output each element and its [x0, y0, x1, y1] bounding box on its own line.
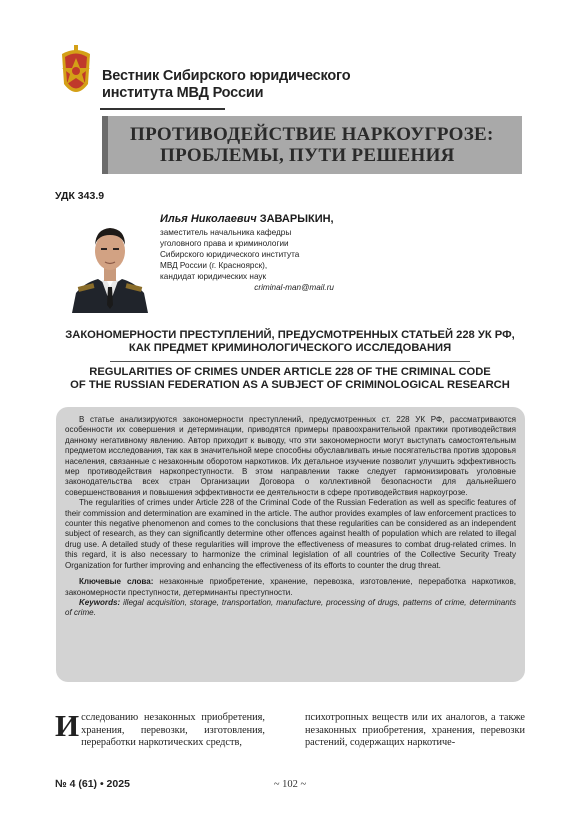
author-info-line: МВД России (г. Красноярск),	[160, 261, 268, 270]
author-info-line: уголовного права и криминологии	[160, 239, 289, 248]
author-surname: ЗАВАРЫКИН,	[259, 213, 334, 225]
author-info-line: кандидат юридических наук	[160, 272, 267, 281]
abstract-ru: В статье анализируются закономерности преступлений, предусмотренных ст. 228 УК РФ, рассматриваются особенности их совершения и детерминации, приводятся примеры правоохранительной практики противодействия данному негативному явлению. Автор приходит к выводу, что эти закономерности могут выступать самостоятельным предметом исследования, так как в значительной мере способны обуславливать иные посягательства против здоровья населения, связанные с незаконным оборотом наркотиков. Их детальное изучение позволит улучшить эффективность мер противодействия наркопреступности. В этом направлении также следует гармонизировать уголовные законодательства всех стран Организации Договора о коллективной безопасности для дальнейшего совершенствования и повышения эффективности ее деятельности в сфере противодействия наркоугрозе.	[65, 415, 516, 497]
keywords-ru-label: Ключевые слова:	[79, 577, 154, 587]
author-block	[160, 212, 380, 292]
keywords-en-label: Keywords:	[79, 597, 121, 607]
body-column-right: психотропных веществ или их аналогов, а также незаконных приобретения, хранения, перевозки растений, содержащих наркотиче-	[305, 712, 525, 749]
rubric-line1: ПРОТИВОДЕЙСТВИЕ НАРКОУГРОЗЕ:	[130, 124, 494, 145]
author-given-names: Илья Николаевич	[160, 213, 257, 225]
title-en-line2: OF THE RUSSIAN FEDERATION AS A SUBJECT OF CRIMINOLOGICAL RESEARCH	[70, 379, 510, 391]
author-photo	[70, 213, 150, 313]
title-en-line1: REGULARITIES OF CRIMES UNDER ARTICLE 228 OF THE CRIMINAL CODE	[89, 366, 491, 378]
journal-title-line1: Вестник Сибирского юридического	[102, 68, 351, 84]
journal-masthead	[58, 44, 350, 110]
title-divider	[110, 361, 470, 362]
article-title-en	[40, 366, 540, 392]
rubric-accent-bar	[102, 116, 108, 174]
keywords-en-text: illegal acquisition, storage, transportation, manufacture, processing of drugs, patterns of crime, determinants of crime.	[65, 597, 516, 618]
keywords-ru-text: незаконные приобретение, хранение, перевозка, изготовление, переработка наркотиков, закономерности преступности, детерминанты преступности.	[65, 577, 516, 597]
page-number: ~ 102 ~	[273, 779, 307, 790]
body-left-text: сследованию незаконных приобретения, хранения, перевозки, изготовления, переработки наркотических средств,	[81, 712, 265, 749]
rubric-line2: ПРОБЛЕМЫ, ПУТИ РЕШЕНИЯ	[160, 145, 455, 166]
masthead-underline	[100, 108, 225, 110]
author-info-line: Сибирского юридического института	[160, 250, 300, 259]
author-affiliation	[160, 227, 380, 282]
keywords-ru	[65, 577, 516, 598]
author-info-line: заместитель начальника кафедры	[160, 228, 292, 237]
title-ru-line1: ЗАКОНОМЕРНОСТИ ПРЕСТУПЛЕНИЙ, ПРЕДУСМОТРЕННЫХ СТАТЬЕЙ 228 УК РФ,	[65, 329, 515, 341]
abstract-en: The regularities of crimes under Article 228 of the Criminal Code of the Russian Federation as well as specific features of their commission and determination are examined in the article. The author provides examples of law enforcement practices to counter this negative phenomenon and comes to the conclusions that these regularities can be considered as an independent subject of research, as they can significantly determine other offences against health of population which are related to illegal drug use. A detailed study of these regularities will improve the effectiveness of measures to combat drug-related crimes. In this regard, it is also necessary to harmonize the criminal legislation of all countries of the Collective Security Treaty Organization for further improving and enhancing the effectiveness of its efforts to counter the drug threat.	[65, 498, 516, 570]
journal-title-line2: института МВД России	[102, 85, 264, 101]
author-email-link[interactable]: criminal-man@mail.ru	[254, 283, 334, 292]
author-name	[160, 212, 380, 226]
mvd-emblem-icon	[58, 44, 94, 104]
keywords-en	[65, 598, 516, 619]
issue-number: № 4 (61) • 2025	[55, 778, 130, 790]
title-ru-line2: КАК ПРЕДМЕТ КРИМИНОЛОГИЧЕСКОГО ИССЛЕДОВАНИЯ	[128, 342, 452, 354]
udk-code: УДК 343.9	[55, 190, 105, 202]
body-column-left	[55, 708, 265, 750]
abstract-box	[56, 407, 525, 682]
rubric-banner	[102, 116, 522, 174]
drop-cap: И	[55, 708, 80, 743]
article-title-ru	[40, 329, 540, 355]
